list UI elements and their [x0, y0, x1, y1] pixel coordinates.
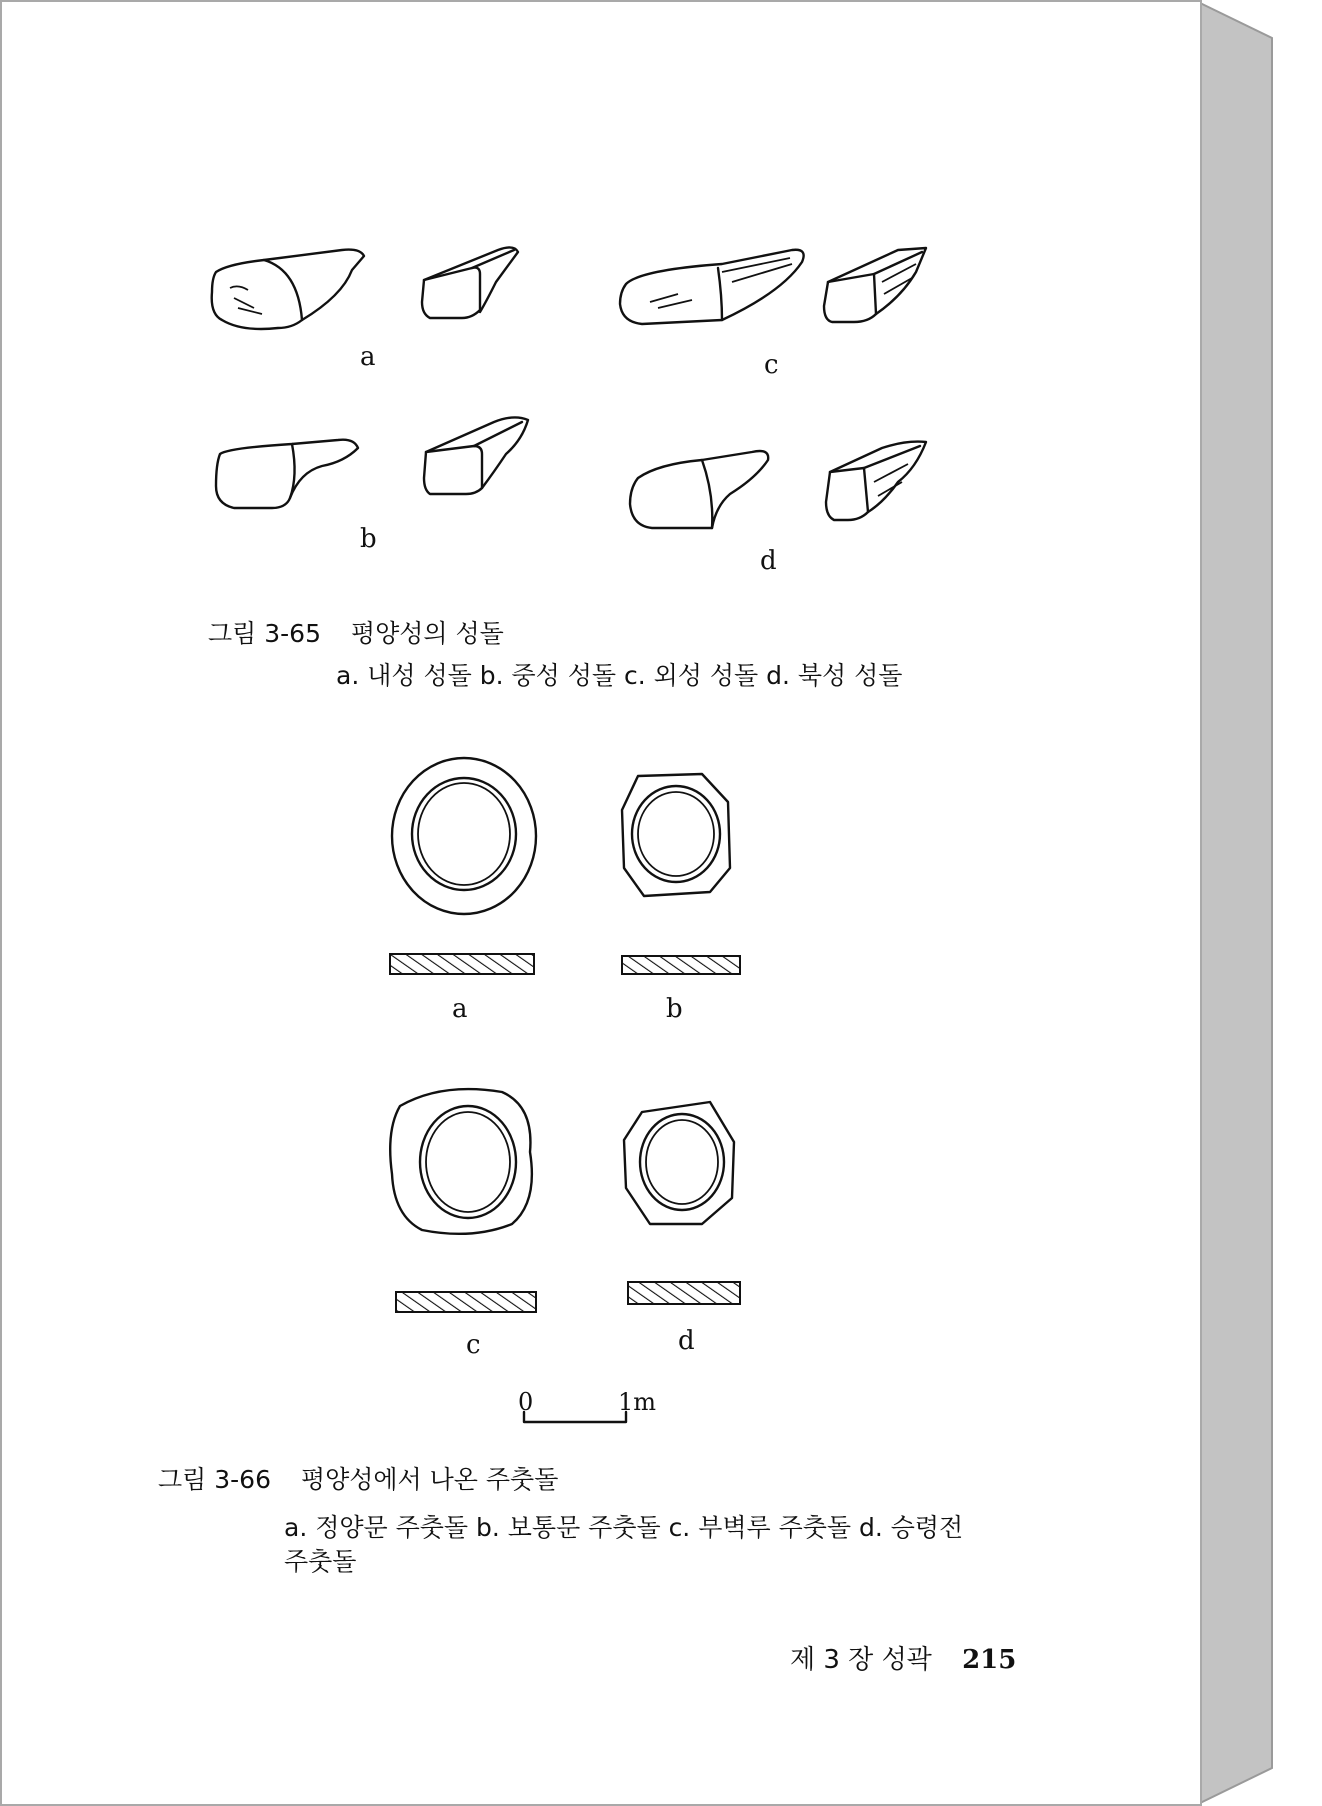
- foundation-stone-c-section: [396, 1292, 536, 1312]
- foundation-stone-a-plan: [392, 758, 536, 914]
- figure-3-65-number: 그림 3-65: [208, 619, 321, 648]
- figure-3-66-number: 그림 3-66: [158, 1465, 271, 1494]
- foundation-stone-d-section: [628, 1282, 740, 1304]
- fig-366-label-c: c: [466, 1330, 481, 1360]
- fig-365-label-c: c: [764, 350, 779, 380]
- figure-3-66-drawing: [2, 2, 1200, 1462]
- page-footer: [790, 1639, 1016, 1676]
- chapter-title: 제 3 장 성곽: [790, 1645, 932, 1675]
- fig-365-label-b: b: [360, 524, 377, 554]
- fig-366-label-b: b: [666, 994, 683, 1024]
- figure-3-66-caption: [158, 1460, 558, 1496]
- fig-365-label-a: a: [360, 342, 376, 372]
- foundation-stone-c-plan: [390, 1089, 532, 1234]
- figure-3-66-title: 평양성에서 나온 주춧돌: [300, 1465, 559, 1494]
- foundation-stone-b-section: [622, 956, 740, 974]
- scale-bar: [524, 1412, 626, 1422]
- figure-3-66-legend-line2: 주춧돌: [284, 1547, 357, 1576]
- scale-zero-label: 0: [518, 1388, 534, 1416]
- scale-unit-label: 1m: [618, 1388, 657, 1416]
- page-number: 215: [962, 1645, 1017, 1675]
- figure-3-65-legend: a. 내성 성돌 b. 중성 성돌 c. 외성 성돌 d. 북성 성돌: [336, 661, 903, 690]
- foundation-stone-a-section: [390, 954, 534, 974]
- fig-365-label-d: d: [760, 546, 777, 576]
- fig-366-label-a: a: [452, 994, 468, 1024]
- fig-366-label-d: d: [678, 1326, 695, 1356]
- foundation-stone-b-plan: [622, 774, 730, 896]
- figure-3-66-legend-line1: a. 정양문 주춧돌 b. 보통문 주춧돌 c. 부벽루 주춧돌 d. 승령전: [284, 1513, 964, 1542]
- figure-3-65-title: 평양성의 성돌: [350, 619, 504, 648]
- foundation-stone-d-plan: [624, 1102, 734, 1224]
